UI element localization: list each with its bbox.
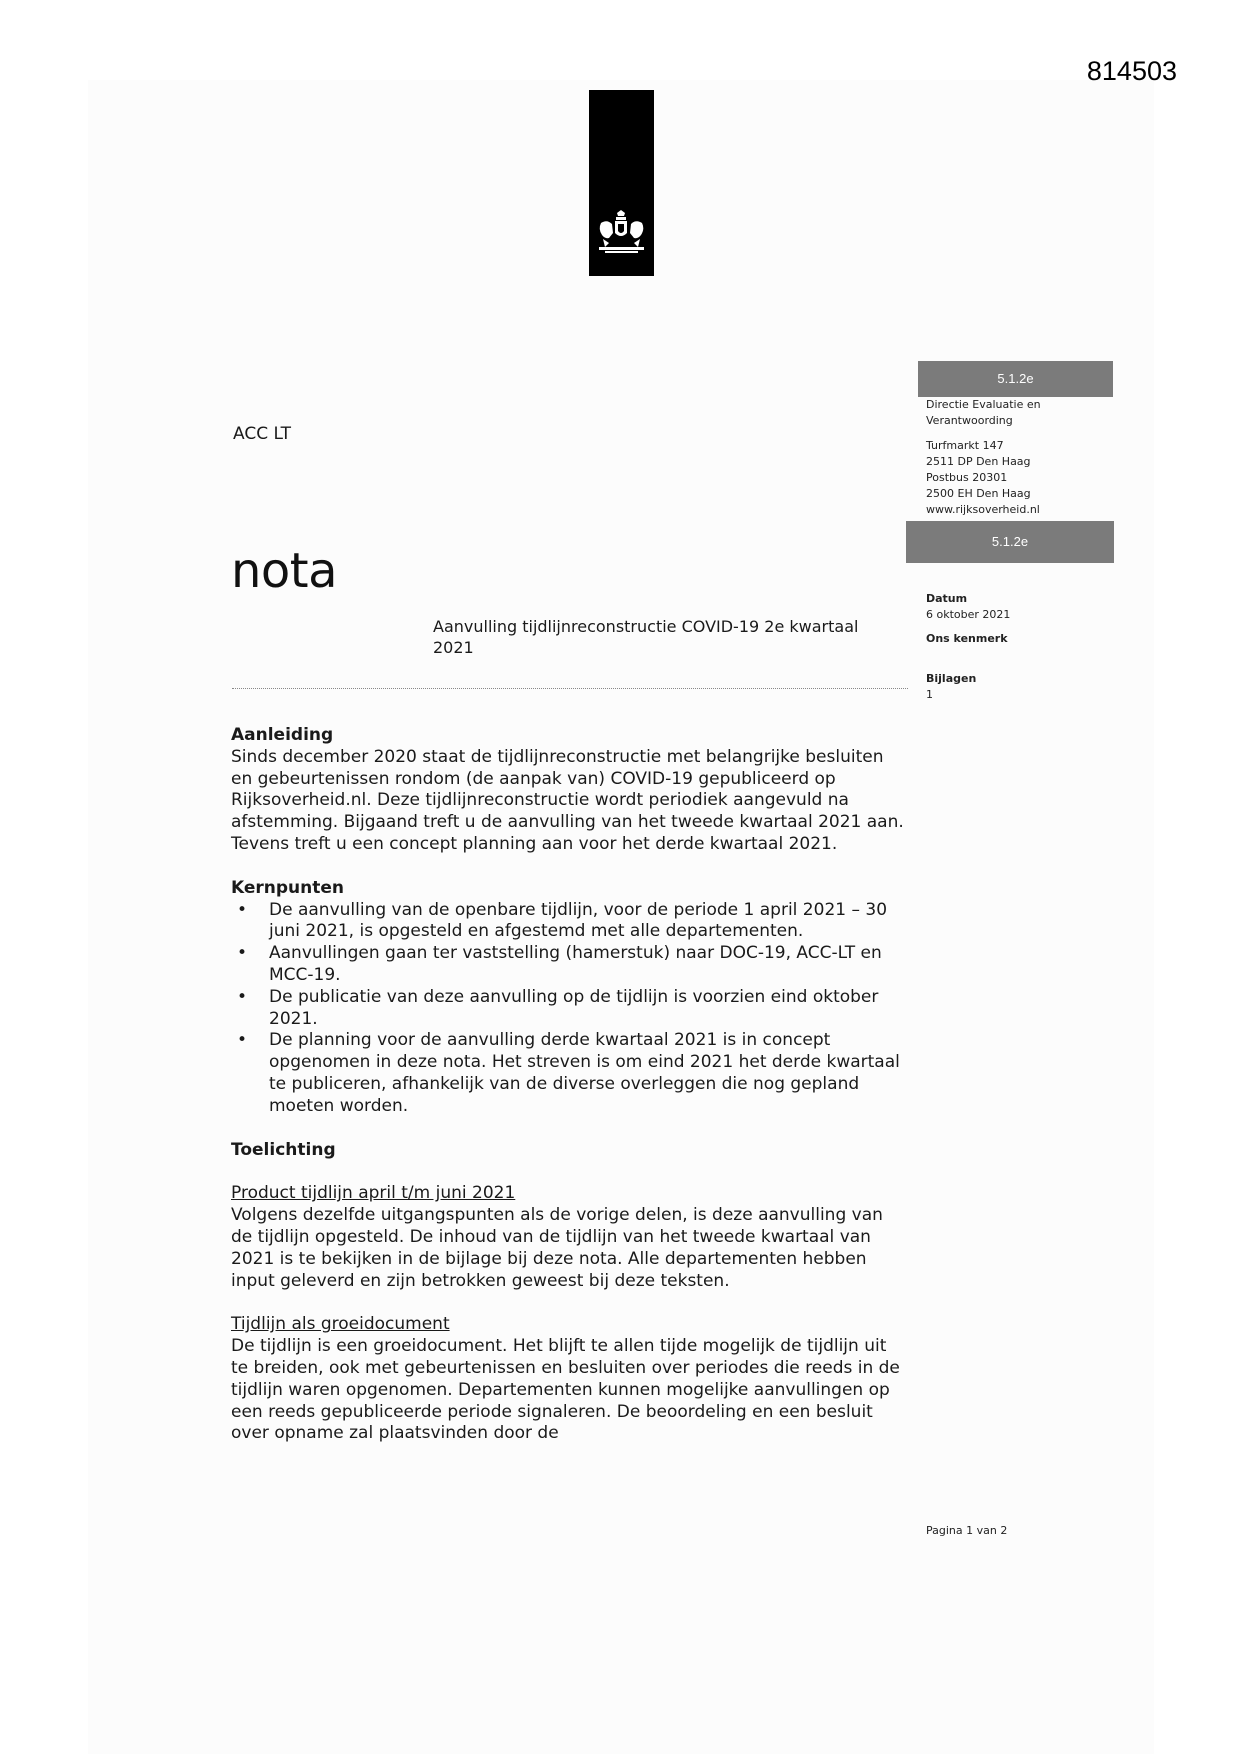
address-line: 2511 DP Den Haag: [926, 455, 1031, 468]
page-footer: Pagina 1 van 2: [926, 1524, 1008, 1537]
divider: [232, 688, 908, 689]
section-kernpunten: [231, 878, 907, 1118]
address-line: Turfmarkt 147: [926, 439, 1004, 452]
coat-of-arms-icon: [595, 209, 648, 255]
document-title: nota: [231, 543, 338, 599]
recipient: ACC LT: [233, 424, 291, 444]
list-item: • De planning voor de aanvulling derde kwartaal 2021 is in concept opgenomen in deze nota. Het streven is om eind 2021 het derde kwartaal te publiceren, afhankelijk van de diverse overleggen die nog gepland moeten worden.: [269, 1030, 907, 1117]
datum-value: 6 oktober 2021: [926, 608, 1011, 621]
paragraph: Volgens dezelfde uitgangspunten als de vorige delen, is deze aanvulling van de tijdlijn opgesteld. De inhoud van de tijdlijn van het tweede kwartaal van 2021 is te bekijken in de bijlage bij deze nota. Alle departementen hebben input geleverd en zijn betrokken geweest bij deze teksten.: [231, 1205, 883, 1291]
section-toelichting: [231, 1140, 907, 1162]
paragraph: De tijdlijn is een groeidocument. Het blijft te allen tijde mogelijk de tijdlijn uit te breiden, ook met gebeurtenissen en besluiten over periodes die reeds in de tijdlijn waren opgenomen. Departementen kunnen mogelijke aanvullingen op een reeds gepubliceerde periode signaleren. De beoordeling en een besluit over opname zal plaatsvinden door de: [231, 1336, 900, 1444]
subsection-product: [231, 1183, 907, 1292]
department-line: Verantwoording: [926, 414, 1013, 427]
section-heading: Aanleiding: [231, 725, 334, 745]
rijksoverheid-logo: [589, 90, 654, 276]
subsection-heading: Tijdlijn als groeidocument: [231, 1314, 450, 1335]
list-item: • De aanvulling van de openbare tijdlijn, voor de periode 1 april 2021 – 30 juni 2021, is opgesteld en afgestemd met alle departementen.: [269, 900, 907, 944]
department-line: Directie Evaluatie en: [926, 398, 1041, 411]
document-number: 814503: [1086, 56, 1177, 86]
redaction-box: 5.1.2e: [906, 521, 1114, 563]
datum-label: Datum: [926, 592, 968, 605]
sidebar-address: [926, 438, 1040, 518]
address-line: 2500 EH Den Haag: [926, 487, 1031, 500]
list-item: • Aanvullingen gaan ter vaststelling (hamerstuk) naar DOC-19, ACC-LT en MCC-19.: [269, 943, 907, 987]
section-aanleiding: [231, 725, 907, 856]
subsection-groeidocument: [231, 1314, 907, 1445]
kenmerk-label: Ons kenmerk: [926, 632, 1008, 645]
bullet-list: [231, 900, 907, 1118]
sidebar-meta: [926, 591, 1010, 703]
bijlagen-value: 1: [926, 688, 933, 701]
section-heading: Kernpunten: [231, 877, 345, 898]
subject: Aanvulling tijdlijnreconstructie COVID-19 2e kwartaal 2021: [433, 617, 859, 657]
bijlagen-label: Bijlagen: [926, 672, 977, 685]
list-item: • De publicatie van deze aanvulling op de tijdlijn is voorzien eind oktober 2021.: [269, 987, 907, 1031]
sidebar-department: [926, 397, 1041, 429]
redaction-box: 5.1.2e: [918, 361, 1113, 397]
website-line: www.rijksoverheid.nl: [926, 503, 1040, 516]
address-line: Postbus 20301: [926, 471, 1008, 484]
paragraph: Sinds december 2020 staat de tijdlijnreconstructie met belangrijke besluiten en gebeurtenissen rondom (de aanpak van) COVID-19 gepubliceerd op Rijksoverheid.nl. Deze tijdlijnreconstructie wordt periodiek aangevuld na afstemming. Bijgaand treft u de aanvulling van het tweede kwartaal 2021 aan. Tevens treft u een concept planning aan voor het derde kwartaal 2021.: [231, 746, 904, 854]
subsection-heading: Product tijdlijn april t/m juni 2021: [231, 1183, 516, 1204]
document-body: [231, 725, 907, 1445]
section-heading: Toelichting: [231, 1139, 336, 1160]
